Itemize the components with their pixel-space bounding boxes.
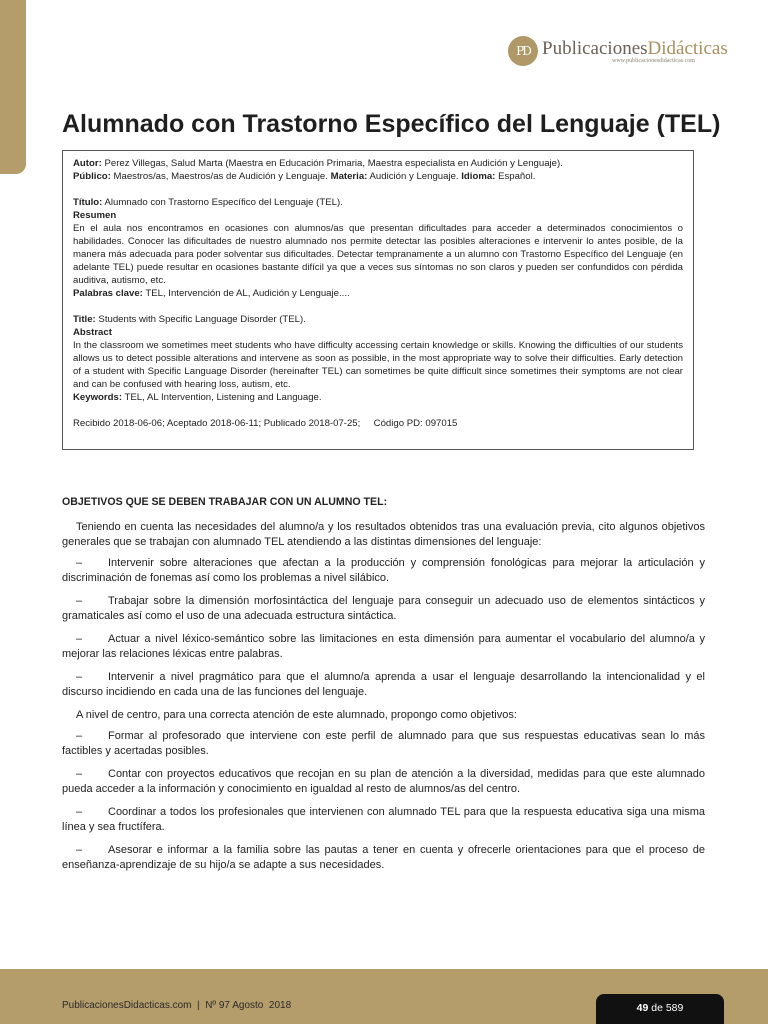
- list-item: – Asesorar e informar a la familia sobre las pautas a tener en cuenta y ofrecerle orientaciones para que el proceso de enseñanza-aprendizaje de su hijo/a se adapte a sus necesidades.: [62, 844, 705, 871]
- language-label: Idioma:: [461, 171, 496, 182]
- keywords-es-value: TEL, Intervención de AL, Audición y Lenguaje....: [145, 288, 350, 299]
- intro-paragraph: Teniendo en cuenta las necesidades del alumno/a y los resultados obtenidos tras una evaluación previa, cito algunos objetivos generales que se trabajan con alumnado TEL atendiendo a las distintas dimensiones del lenguaje:: [62, 521, 705, 548]
- logo-brand-gold: Didácticas: [647, 38, 728, 59]
- dash-bullet: –: [76, 633, 83, 645]
- resumen-heading: Resumen: [73, 210, 117, 221]
- dash-bullet: –: [76, 671, 83, 683]
- dash-bullet: –: [76, 768, 83, 780]
- page-number-box: [596, 994, 724, 1024]
- article-title: Alumnado con Trastorno Específico del Lenguaje (TEL): [62, 110, 721, 138]
- resumen-text: En el aula nos encontramos en ocasiones con alumnos/as que presentan dificultades para acceder a determinados conocimientos o habilidades. Conocer las dificultades de nuestro alumnado nos permite detectar las posibles alteraciones e intervenir lo antes posible, de la manera más adecuada para poder solventar sus dificultades. Detectar tempranamente a un alumno con Trastorno Específico del Lenguaje (en adelante TEL) puede resultar en ocasiones bastante difícil ya que a veces sus síntomas no son claros y pueden ser confundidos con pérdida auditiva, autismo, etc.: [73, 223, 683, 286]
- list-item: – Contar con proyectos educativos que recojan en su plan de atención a la diversidad, medidas para que este alumnado pueda acceder a la información y conocimiento en igualdad al resto de alumnos/as del centro.: [62, 768, 705, 795]
- dash-bullet: –: [76, 557, 83, 569]
- list-item: – Actuar a nivel léxico-semántico sobre las limitaciones en esta dimensión para aumentar el vocabulario del alumno/a y mejorar las relaciones léxicas entre palabras.: [62, 633, 705, 660]
- language-value: Español.: [498, 171, 536, 182]
- list-item: – Coordinar a todos los profesionales que intervienen con alumnado TEL para que la respuesta educativa siga una misma línea y sea fructífera.: [62, 806, 705, 833]
- logo-mark-icon: PD: [508, 36, 538, 66]
- list-item: – Intervenir sobre alteraciones que afectan a la producción y comprensión fonológicas para mejorar la articulación y discriminación de fonemas así como los problemas a nivel silábico.: [62, 557, 705, 584]
- side-accent-tab: [0, 0, 26, 174]
- dash-bullet: –: [76, 595, 83, 607]
- dash-bullet: –: [76, 844, 83, 856]
- dash-bullet: –: [76, 730, 83, 742]
- page-total: de 589: [648, 1002, 684, 1014]
- dash-bullet: –: [76, 806, 83, 818]
- dates-line: Recibido 2018-06-06; Aceptado 2018-06-11; Publicado 2018-07-25; Código PD: 097015: [73, 418, 458, 429]
- abstract-heading: Abstract: [73, 327, 112, 338]
- logo-brand-name: [542, 38, 728, 60]
- keywords-en-value: TEL, AL Intervention, Listening and Language.: [124, 392, 322, 403]
- list-item: – Formar al profesorado que interviene con este perfil de alumnado para que sus respuestas educativas sean lo más factibles y acertadas posibles.: [62, 730, 705, 757]
- abstract-box: [62, 150, 694, 450]
- footer-publication-info: PublicacionesDidacticas.com | Nº 97 Agosto 2018: [62, 1000, 292, 1011]
- middle-paragraph: A nivel de centro, para una correcta atención de este alumnado, propongo como objetivos:: [76, 709, 517, 721]
- author-value: Perez Villegas, Salud Marta (Maestra en Educación Primaria, Maestra especialista en Audición y Lenguaje).: [104, 158, 563, 169]
- author-label: Autor:: [73, 158, 102, 169]
- keywords-en-line: [73, 391, 683, 404]
- public-label: Público:: [73, 171, 111, 182]
- list-item: – Intervenir a nivel pragmático para que el alumno/a aprenda a usar el lenguaje desarrollando la intencionalidad y el discurso incidiendo en cada una de las funciones del lenguaje.: [62, 671, 705, 698]
- title-es-value: Alumnado con Trastorno Específico del Lenguaje (TEL).: [104, 197, 343, 208]
- list-item: – Trabajar sobre la dimensión morfosintáctica del lenguaje para conseguir un adecuado uso de elementos sintácticos y gramaticales así como el uso de una adecuada estructura sintáctica.: [62, 595, 705, 622]
- subject-value: Audición y Lenguaje.: [369, 171, 459, 182]
- title-en-label: Title:: [73, 314, 96, 325]
- title-en-line: [73, 313, 683, 326]
- logo-url: www.publicacionesdidacticas.com: [612, 58, 695, 64]
- public-value: Maestros/as, Maestros/as de Audición y Lenguaje.: [113, 171, 328, 182]
- meta-line: [73, 170, 683, 183]
- abstract-text: In the classroom we sometimes meet students who have difficulty accessing certain knowledge or skills. Knowing the difficulties of our students allows us to detect possible alterations and intervene as soon as possible, in the most appropriate way to solve their difficulties. Early detection of a student with Specific Language Disorder (hereinafter TEL) can sometimes be quite difficult since sometimes their symptoms are not clear and can be confused with hearing loss, autism, etc.: [73, 340, 683, 390]
- author-line: [73, 157, 683, 170]
- subject-label: Materia:: [330, 171, 368, 182]
- title-es-label: Título:: [73, 197, 103, 208]
- article-body: [62, 495, 705, 881]
- section-heading: OBJETIVOS QUE SE DEBEN TRABAJAR CON UN ALUMNO TEL:: [62, 496, 388, 508]
- page-number: 49: [636, 1002, 649, 1014]
- keywords-es-label: Palabras clave:: [73, 288, 143, 299]
- logo-brand-dark: Publicaciones: [542, 38, 648, 59]
- keywords-es-line: [73, 287, 683, 300]
- title-es-line: [73, 196, 683, 209]
- title-en-value: Students with Specific Language Disorder (TEL).: [98, 314, 306, 325]
- keywords-en-label: Keywords:: [73, 392, 123, 403]
